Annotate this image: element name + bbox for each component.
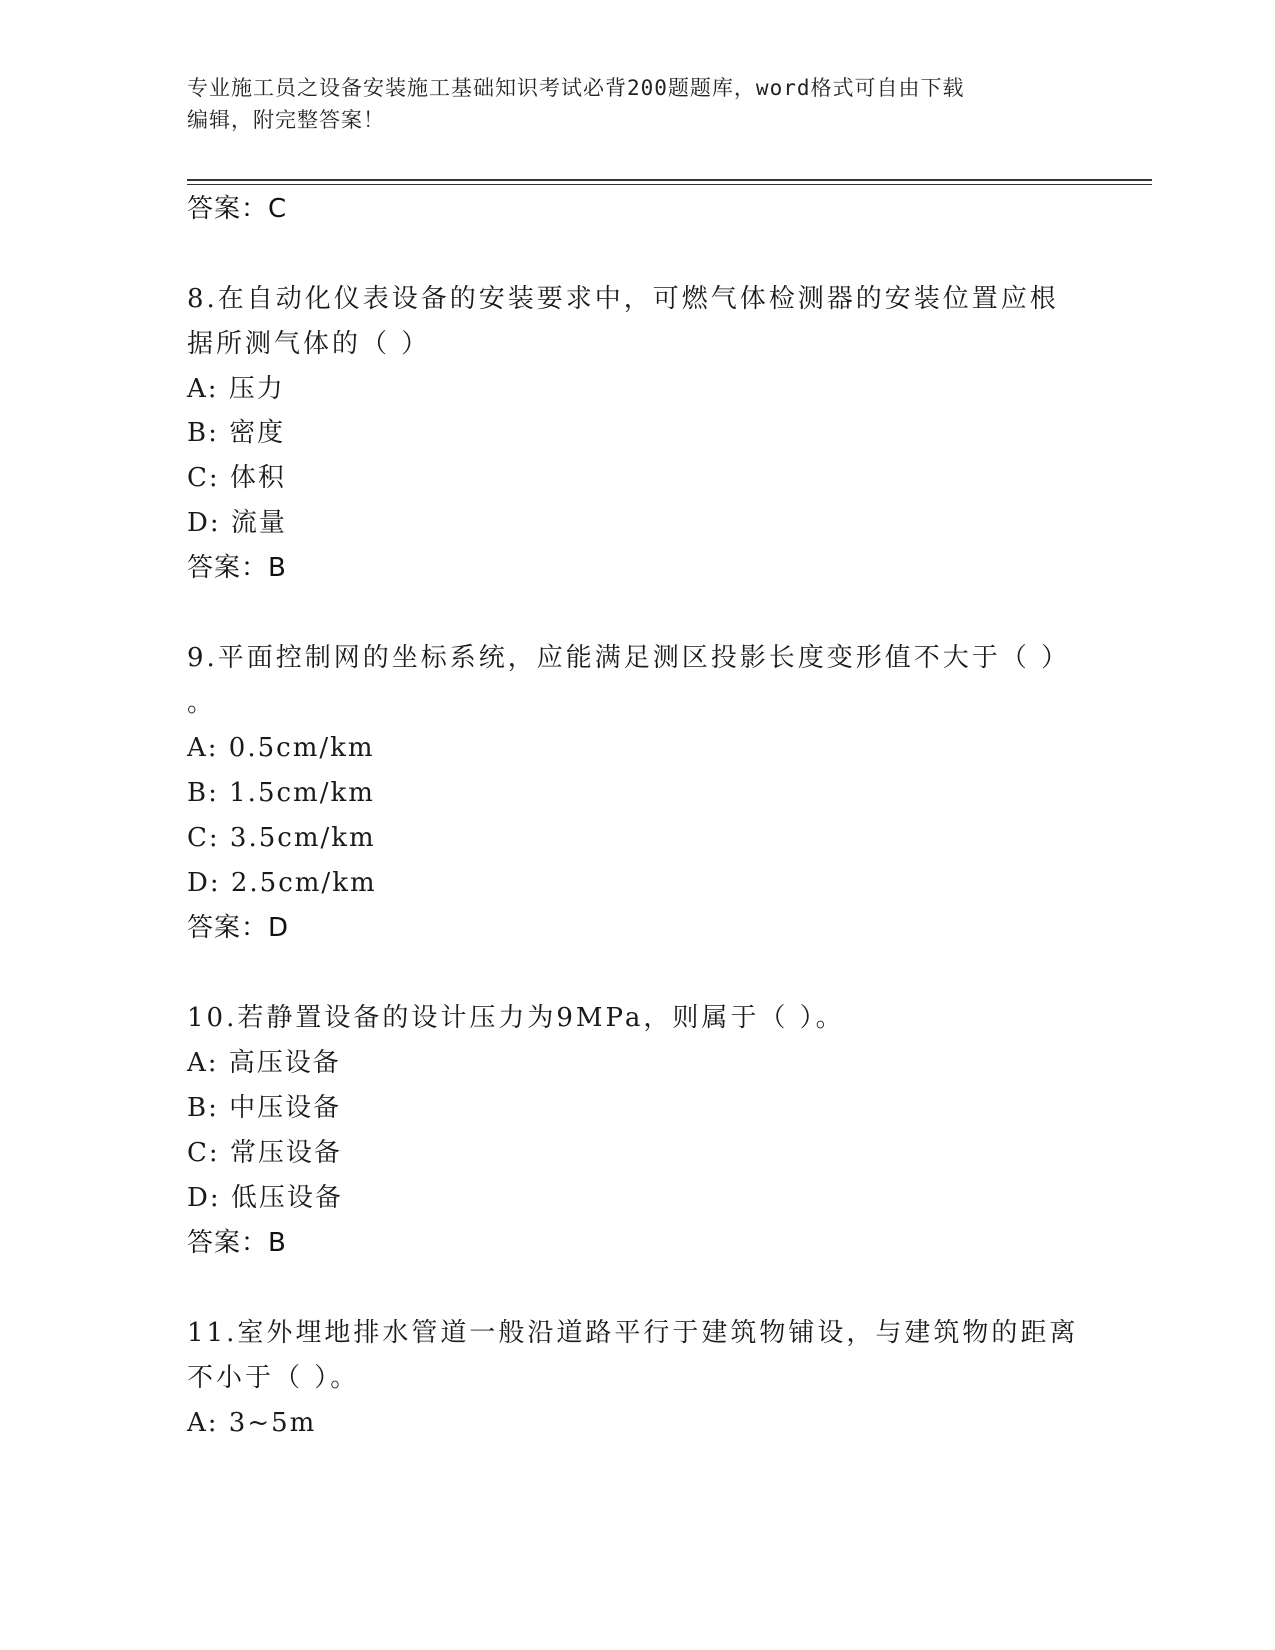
option-item: D: 2.5cm/km	[187, 868, 377, 898]
question-stem: 。	[187, 688, 217, 718]
answer-label: 答案：C	[187, 194, 288, 224]
question-stem: 8.在自动化仪表设备的安装要求中，可燃气体检测器的安装位置应根	[187, 284, 1059, 314]
option-item: C: 3.5cm/km	[187, 823, 376, 853]
option-item: A: 3~5m	[187, 1408, 317, 1438]
header-divider-thick	[187, 179, 1152, 181]
option-item: C: 体积	[187, 463, 286, 493]
answer-label: 答案：D	[187, 913, 290, 943]
option-item: D: 流量	[187, 508, 287, 538]
header-line-2: 编辑，附完整答案！	[187, 108, 385, 132]
answer-label: 答案：B	[187, 1228, 287, 1258]
header-line-1: 专业施工员之设备安装施工基础知识考试必背200题题库，word格式可自由下载	[187, 76, 965, 100]
question-stem: 据所测气体的（ ）	[187, 329, 431, 359]
option-item: A: 0.5cm/km	[187, 733, 375, 763]
question-stem: 9.平面控制网的坐标系统，应能满足测区投影长度变形值不大于（ ）	[187, 643, 1071, 673]
answer-label: 答案：B	[187, 553, 287, 583]
question-stem: 11.室外埋地排水管道一般沿道路平行于建筑物铺设，与建筑物的距离	[187, 1318, 1079, 1348]
header-divider-thin	[187, 184, 1152, 185]
option-item: A: 压力	[187, 374, 285, 404]
option-item: C: 常压设备	[187, 1138, 342, 1168]
option-item: B: 密度	[187, 418, 286, 448]
question-stem: 不小于（ ）。	[187, 1363, 360, 1393]
option-item: B: 1.5cm/km	[187, 778, 375, 808]
option-item: A: 高压设备	[187, 1048, 341, 1078]
option-item: B: 中压设备	[187, 1093, 342, 1123]
document-header	[187, 72, 1067, 136]
option-item: D: 低压设备	[187, 1183, 343, 1213]
question-stem: 10.若静置设备的设计压力为9MPa，则属于（ ）。	[187, 1003, 845, 1033]
